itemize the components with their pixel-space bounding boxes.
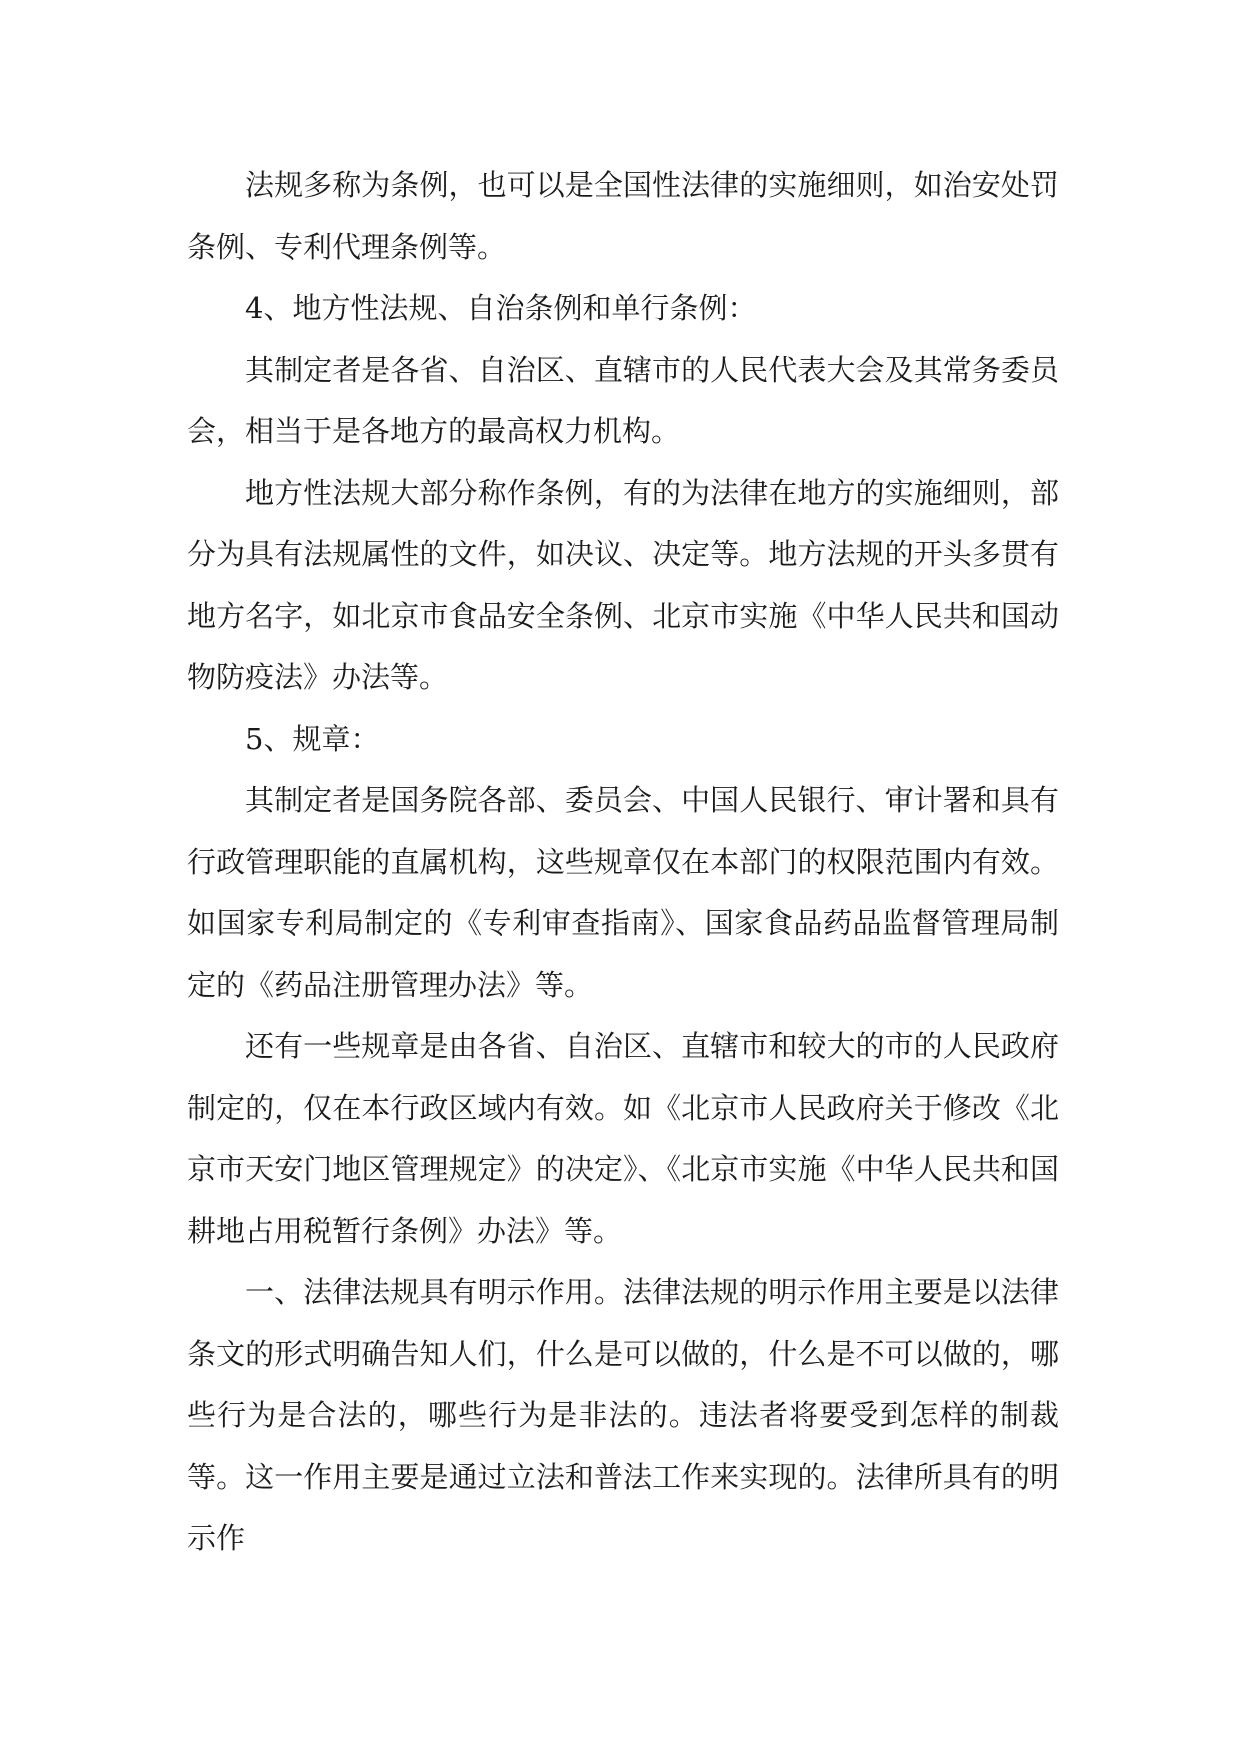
document-body (187, 155, 1059, 1570)
paragraph-local-legislators: 其制定者是各省、自治区、直辖市的人民代表大会及其常务委员会，相当于是各地方的最高权力机构。 (187, 352, 1059, 448)
paragraph-declarative-function: 一、法律法规具有明示作用。法律法规的明示作用主要是以法律条文的形式明确告知人们，什么是可以做的，什么是不可以做的，哪些行为是合法的，哪些行为是非法的。违法者将要受到怎样的制裁等。这一作用主要是通过立法和普法工作来实现的。法律所具有的明示作 (187, 1275, 1059, 1555)
paragraph-local-regulations-names: 地方性法规大部分称作条例，有的为法律在地方的实施细则，部分为具有法规属性的文件，如决议、决定等。地方法规的开头多贯有地方名字，如北京市食品安全条例、北京市实施《中华人民共和国动物防疫法》办法等。 (187, 475, 1059, 694)
paragraph-local-government-rules: 还有一些规章是由各省、自治区、直辖市和较大的市的人民政府制定的，仅在本行政区域内有效。如《北京市人民政府关于修改《北京市天安门地区管理规定》的决定》、《北京市实施《中华人民共和国耕地占用税暂行条例》办法》等。 (187, 1029, 1059, 1248)
paragraph-rules-makers: 其制定者是国务院各部、委员会、中国人民银行、审计署和具有行政管理职能的直属机构，这些规章仅在本部门的权限范围内有效。如国家专利局制定的《专利审查指南》、国家食品药品监督管理局制定的《药品注册管理办法》等。 (187, 783, 1059, 1002)
heading-rules: 5、规章： (245, 721, 380, 756)
heading-local-regulations: 4、地方性法规、自治条例和单行条例： (245, 291, 757, 325)
paragraph-regulations-names: 法规多称为条例，也可以是全国性法律的实施细则，如治安处罚条例、专利代理条例等。 (187, 168, 1059, 264)
